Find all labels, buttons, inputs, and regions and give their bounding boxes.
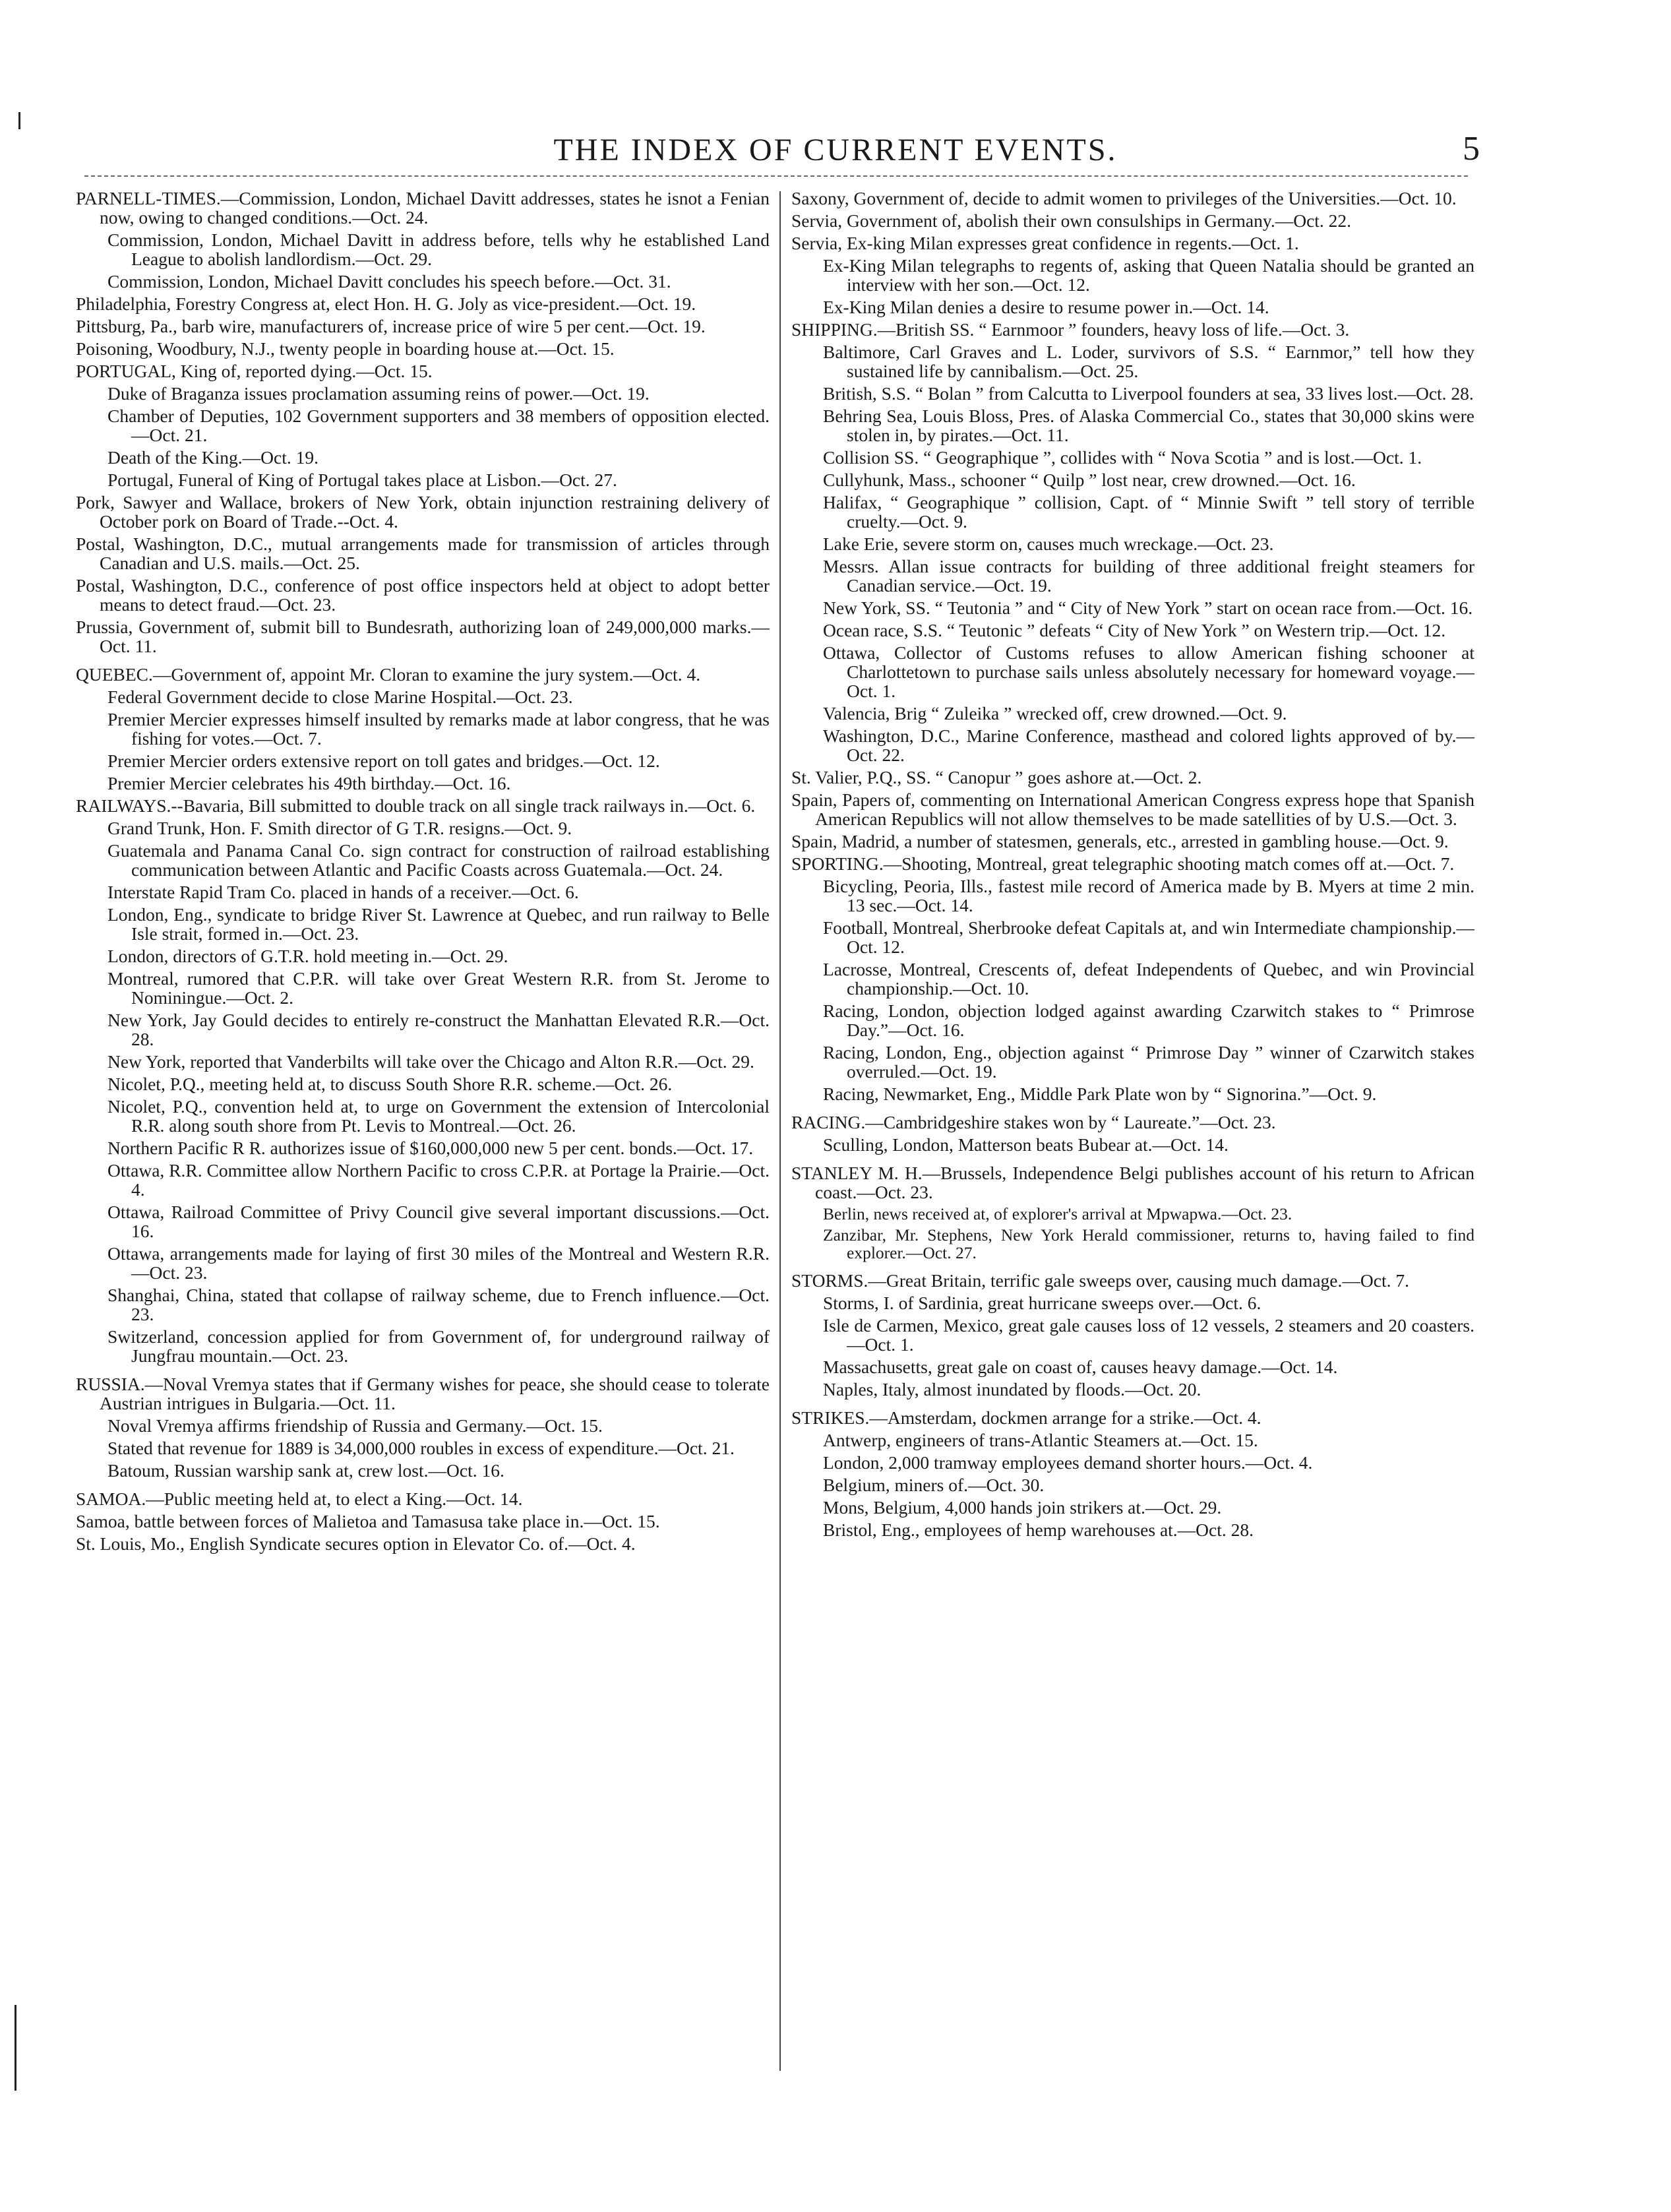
index-entry: Portugal, Funeral of King of Portugal takes place at Lisbon.—Oct. 27. [107,470,617,490]
page-number: 5 [1463,130,1480,168]
index-entry: London, directors of G.T.R. hold meeting in.—Oct. 29. [107,946,508,966]
index-entry: Ottawa, Railroad Committee of Privy Council give several important discussions.—Oct. 16. [107,1202,770,1241]
index-entry: Noval Vremya affirms friendship of Russia and Germany.—Oct. 15. [107,1415,603,1436]
index-entry: Valencia, Brig “ Zuleika ” wrecked off, crew drowned.—Oct. 9. [823,703,1287,723]
index-entry: Washington, D.C., Marine Conference, masthead and colored lights approved of by.—Oct. 22. [823,725,1474,765]
index-entry: Isle de Carmen, Mexico, great gale causes loss of 12 vessels, 2 steamers and 20 coasters.—Oct. 1. [823,1315,1474,1355]
index-entry: Cullyhunk, Mass., schooner “ Quilp ” lost near, crew drowned.—Oct. 16. [823,470,1356,490]
index-entry: Commission, London, Michael Davitt in address before, tells why he established Land League to abolish landlordism.—Oct. 29. [107,230,770,269]
margin-mark [18,112,20,129]
index-entry: Spain, Papers of, commenting on International American Congress express hope that Spanish American Republics will not allow themselves to be made satellities of by U.S.—Oct. 3. [791,789,1474,829]
index-entry: Saxony, Government of, decide to admit women to privileges of the Universities.—Oct. 10. [791,188,1457,208]
index-entry: Grand Trunk, Hon. F. Smith director of G T.R. resigns.—Oct. 9. [107,818,572,838]
index-entry: Spain, Madrid, a number of statesmen, generals, etc., arrested in gambling house.—Oct. 9. [791,831,1449,851]
index-entry: Nicolet, P.Q., convention held at, to urge on Government the extension of Intercolonial R.R. along south shore from Pt. Levis to Montreal.—Oct. 26. [107,1096,770,1136]
index-entry: RACING.—Cambridgeshire stakes won by “ Laureate.”—Oct. 23. [791,1112,1276,1132]
index-entry: Racing, London, Eng., objection against “ Primrose Day ” winner of Czarwitch stakes overruled.—Oct. 19. [823,1042,1474,1082]
index-entry: Postal, Washington, D.C., mutual arrangements made for transmission of articles through Canadian and U.S. mails.—Oct. 25. [76,534,770,573]
index-entry: QUEBEC.—Government of, appoint Mr. Cloran to examine the jury system.—Oct. 4. [76,664,701,685]
index-entry: New York, reported that Vanderbilts will take over the Chicago and Alton R.R.—Oct. 29. [107,1051,754,1072]
index-entry: Switzerland, concession applied for from Government of, for underground railway of Jungfrau mountain.—Oct. 23. [107,1326,770,1366]
index-entry: Premier Mercier celebrates his 49th birthday.—Oct. 16. [107,773,511,793]
index-entry: Shanghai, China, stated that collapse of railway scheme, due to French influence.—Oct. 23. [107,1285,770,1324]
index-entry: Poisoning, Woodbury, N.J., twenty people in boarding house at.—Oct. 15. [76,338,615,359]
index-entry: Baltimore, Carl Graves and L. Loder, survivors of S.S. “ Earnmor,” tell how they sustained life by cannibalism.—Oct. 25. [823,342,1474,381]
index-entry: RAILWAYS.--Bavaria, Bill submitted to double track on all single track railways in.—Oct. 6. [76,795,756,816]
index-entry: Bristol, Eng., employees of hemp warehouses at.—Oct. 28. [823,1520,1254,1540]
index-entry: Guatemala and Panama Canal Co. sign contract for construction of railroad establishing communication between Atlantic and Pacific Coasts across Guatemala.—Oct. 24. [107,840,770,880]
index-entry: Servia, Ex-king Milan expresses great confidence in regents.—Oct. 1. [791,233,1299,253]
index-entry: Messrs. Allan issue contracts for building of three additional freight steamers for Canadian service.—Oct. 19. [823,556,1474,596]
index-entry: Postal, Washington, D.C., conference of post office inspectors held at object to adopt better means to detect fraud.—Oct. 23. [76,575,770,615]
index-entry: British, S.S. “ Bolan ” from Calcutta to Liverpool founders at sea, 33 lives lost.—Oct. 28. [823,383,1474,404]
index-entry: Commission, London, Michael Davitt concludes his speech before.—Oct. 31. [107,271,671,292]
index-entry: Batoum, Russian warship sank at, crew lost.—Oct. 16. [107,1460,504,1481]
index-entry: Montreal, rumored that C.P.R. will take over Great Western R.R. from St. Jerome to Nominingue.—Oct. 2. [107,968,770,1008]
index-entry: Mons, Belgium, 4,000 hands join strikers at.—Oct. 29. [823,1497,1222,1518]
index-entry: Halifax, “ Geographique ” collision, Capt. of “ Minnie Swift ” tell story of terrible cruelty.—Oct. 9. [823,492,1474,532]
index-entry: Pork, Sawyer and Wallace, brokers of New York, obtain injunction restraining delivery of October pork on Board of Trade.--Oct. 4. [76,492,770,532]
index-entry: Servia, Government of, abolish their own consulships in Germany.—Oct. 22. [791,210,1352,231]
header-rule [84,175,1468,177]
page-title: THE INDEX OF CURRENT EVENTS. [553,133,1118,168]
index-entry: Interstate Rapid Tram Co. placed in hands of a receiver.—Oct. 6. [107,882,579,902]
index-entry: Chamber of Deputies, 102 Government supporters and 38 members of opposition elected.—Oct. 21. [107,406,770,445]
index-entry: Lacrosse, Montreal, Crescents of, defeat Independents of Quebec, and win Provincial championship.—Oct. 10. [823,959,1474,998]
index-entry: Ocean race, S.S. “ Teutonic ” defeats “ City of New York ” on Western trip.—Oct. 12. [823,620,1446,640]
index-entry: Stated that revenue for 1889 is 34,000,000 roubles in excess of expenditure.—Oct. 21. [107,1438,735,1458]
index-entry: London, 2,000 tramway employees demand shorter hours.—Oct. 4. [823,1452,1313,1473]
index-entry: Premier Mercier expresses himself insulted by remarks made at labor congress, that he was fishing for votes.—Oct. 7. [107,709,770,749]
index-entry: RUSSIA.—Noval Vremya states that if Germany wishes for peace, she should cease to tolerate Austrian intrigues in Bulgaria.—Oct. 11. [76,1374,770,1413]
index-entry: Ottawa, arrangements made for laying of first 30 miles of the Montreal and Western R.R.—Oct. 23. [107,1243,770,1283]
index-entry: Zanzibar, Mr. Stephens, New York Herald commissioner, returns to, having failed to find explorer.—Oct. 27. [823,1225,1474,1262]
index-entry: PORTUGAL, King of, reported dying.—Oct. 15. [76,361,433,381]
index-entry: London, Eng., syndicate to bridge River St. Lawrence at Quebec, and run railway to Belle Isle strait, formed in.—Oct. 23. [107,904,770,944]
index-entry: SAMOA.—Public meeting held at, to elect a King.—Oct. 14. [76,1489,523,1509]
index-entry: Antwerp, engineers of trans-Atlantic Steamers at.—Oct. 15. [823,1430,1258,1450]
index-entry: Death of the King.—Oct. 19. [107,447,319,468]
index-entry: Samoa, battle between forces of Malietoa and Tamasusa take place in.—Oct. 15. [76,1511,660,1531]
index-entry: Racing, Newmarket, Eng., Middle Park Plate won by “ Signorina.”—Oct. 9. [823,1084,1377,1104]
index-entry: Ottawa, Collector of Customs refuses to allow American fishing schooner at Charlottetown to purchase sails unless absolutely necessary for homeward voyage.—Oct. 1. [823,642,1474,701]
index-entry: Duke of Braganza issues proclamation assuming reins of power.—Oct. 19. [107,383,650,404]
index-entry: Storms, I. of Sardinia, great hurricane sweeps over.—Oct. 6. [823,1293,1261,1313]
index-entry: Nicolet, P.Q., meeting held at, to discuss South Shore R.R. scheme.—Oct. 26. [107,1074,673,1094]
index-entry: Federal Government decide to close Marine Hospital.—Oct. 23. [107,687,573,707]
index-entry: Massachusetts, great gale on coast of, causes heavy damage.—Oct. 14. [823,1357,1338,1377]
margin-mark [15,2005,16,2091]
index-entry: New York, Jay Gould decides to entirely re-construct the Manhattan Elevated R.R.—Oct. 28. [107,1010,770,1049]
index-entry: Lake Erie, severe storm on, causes much wreckage.—Oct. 23. [823,534,1274,554]
index-entry: Behring Sea, Louis Bloss, Pres. of Alaska Commercial Co., states that 30,000 skins were stolen in, by pirates.—Oct. 11. [823,406,1474,445]
index-entry: Premier Mercier orders extensive report on toll gates and bridges.—Oct. 12. [107,751,660,771]
index-entry: St. Valier, P.Q., SS. “ Canopur ” goes ashore at.—Oct. 2. [791,767,1202,787]
column-divider [779,191,781,2071]
index-entry: Racing, London, objection lodged against awarding Czarwitch stakes to “ Primrose Day.”—Oct. 16. [823,1000,1474,1040]
index-entry: SPORTING.—Shooting, Montreal, great telegraphic shooting match comes off at.—Oct. 7. [791,853,1455,874]
index-entry: Northern Pacific R R. authorizes issue of $160,000,000 new 5 per cent. bonds.—Oct. 17. [107,1138,754,1158]
index-entry: STORMS.—Great Britain, terrific gale sweeps over, causing much damage.—Oct. 7. [791,1270,1409,1291]
index-entry: St. Louis, Mo., English Syndicate secures option in Elevator Co. of.—Oct. 4. [76,1533,636,1554]
index-entry: Naples, Italy, almost inundated by floods.—Oct. 20. [823,1379,1201,1399]
index-entry: Ex-King Milan denies a desire to resume power in.—Oct. 14. [823,297,1269,317]
index-entry: Ex-King Milan telegraphs to regents of, asking that Queen Natalia should be granted an interview with her son.—Oct. 12. [823,255,1474,295]
left-column [76,189,770,2199]
index-entry: Sculling, London, Matterson beats Bubear at.—Oct. 14. [823,1134,1229,1155]
index-entry: STANLEY M. H.—Brussels, Independence Belgi publishes account of his return to African coast.—Oct. 23. [791,1163,1474,1202]
index-entry: PARNELL-TIMES.—Commission, London, Michael Davitt addresses, states he isnot a Fenian now, owing to changed conditions.—Oct. 24. [76,188,770,228]
index-entry: Prussia, Government of, submit bill to Bundesrath, authorizing loan of 249,000,000 marks.—Oct. 11. [76,617,770,656]
index-entry: Football, Montreal, Sherbrooke defeat Capitals at, and win Intermediate championship.—Oct. 12. [823,917,1474,957]
index-entry: STRIKES.—Amsterdam, dockmen arrange for a strike.—Oct. 4. [791,1407,1261,1428]
index-entry: Collision SS. “ Geographique ”, collides with “ Nova Scotia ” and is lost.—Oct. 1. [823,447,1422,468]
right-column [791,189,1474,2199]
index-entry: Belgium, miners of.—Oct. 30. [823,1475,1045,1495]
index-entry: Philadelphia, Forestry Congress at, elect Hon. H. G. Joly as vice-president.—Oct. 19. [76,293,696,314]
index-entry: SHIPPING.—British SS. “ Earnmoor ” founders, heavy loss of life.—Oct. 3. [791,319,1350,340]
index-entry: Ottawa, R.R. Committee allow Northern Pacific to cross C.P.R. at Portage la Prairie.—Oct. 4. [107,1160,770,1200]
index-entry: Pittsburg, Pa., barb wire, manufacturers of, increase price of wire 5 per cent.—Oct. 19. [76,316,706,336]
index-entry: New York, SS. “ Teutonia ” and “ City of New York ” start on ocean race from.—Oct. 16. [823,598,1473,618]
index-entry: Berlin, news received at, of explorer's arrival at Mpwapwa.—Oct. 23. [823,1204,1292,1223]
index-entry: Bicycling, Peoria, Ills., fastest mile record of America made by B. Myers at time 2 min. 13 sec.—Oct. 14. [823,876,1474,915]
